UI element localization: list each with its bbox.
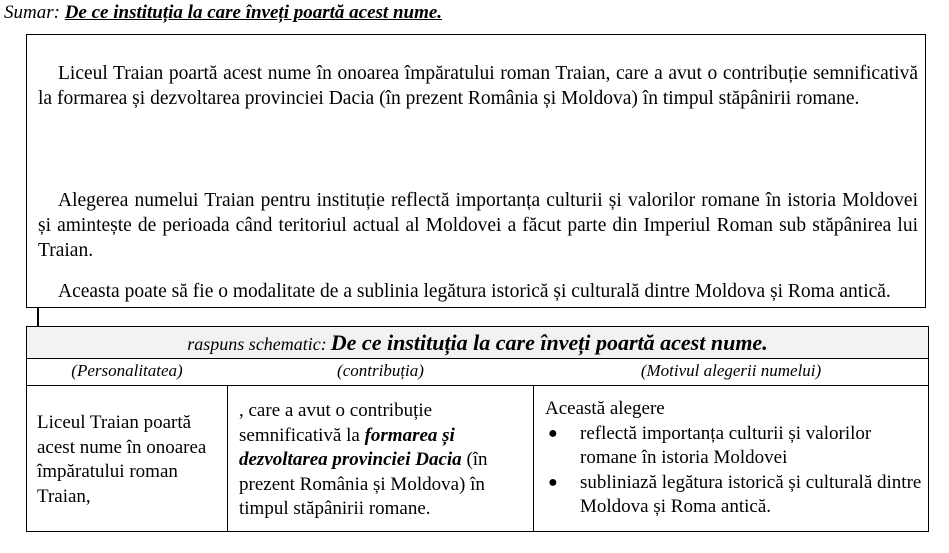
column-header-contribution: (contribuția) bbox=[337, 361, 424, 380]
bullet-icon: ● bbox=[548, 424, 558, 442]
reason-bullet-1: reflectă importanța culturii și valorilor romane în istoria Moldovei bbox=[580, 422, 872, 468]
contribution-text-end: (în prezent România și Moldova) în timpul stăpânirii romane. bbox=[239, 449, 488, 519]
cell-contribution bbox=[239, 399, 529, 522]
reason-bullet-2: subliniază legătura istorică și culturală dintre Moldova și Roma antică. bbox=[580, 471, 922, 517]
cell-personality: Liceul Traian poartă acest nume în onoarea împăratului roman Traian, bbox=[37, 412, 207, 507]
cell-reason bbox=[545, 397, 925, 520]
summary-paragraph-1: Liceul Traian poartă acest nume în onoarea împăratului roman Traian, care a avut o contribuție semnificativă la formarea și dezvoltarea provinciei Dacia (în prezent România și Moldova) în timpul stăpânirii romane. bbox=[38, 63, 918, 109]
schematic-header bbox=[27, 327, 928, 359]
summary-paragraph-2: Alegerea numelui Traian pentru instituție reflectă importanța culturii și valorilor romane în istoria Moldovei și amintește de perioada când teritoriul actual al Moldovei a făcut parte din Imperiul Roman sub stăpânirea lui Traian. bbox=[38, 190, 918, 261]
column-divider bbox=[227, 385, 228, 531]
bullet-icon: ● bbox=[548, 473, 558, 491]
summary-box bbox=[26, 34, 926, 308]
schematic-answer-table bbox=[26, 326, 929, 532]
row-divider bbox=[27, 385, 928, 386]
schematic-question: De ce instituția la care înveți poartă acest nume. bbox=[330, 330, 768, 355]
contribution-text-start: , care a avut o contribuție semnificativă la bbox=[239, 400, 433, 446]
column-divider bbox=[533, 385, 534, 531]
summary-question: De ce instituția la care înveți poartă acest nume. bbox=[64, 2, 443, 23]
summary-label: Sumar: bbox=[4, 2, 60, 23]
list-item bbox=[545, 471, 925, 520]
schematic-label: raspuns schematic: bbox=[187, 334, 327, 354]
connector-line bbox=[37, 308, 39, 326]
column-header-personality: (Personalitatea) bbox=[71, 361, 183, 380]
reason-list bbox=[545, 422, 925, 520]
column-header-reason: (Motivul alegerii numelui) bbox=[640, 361, 822, 380]
list-item bbox=[545, 422, 925, 471]
summary-title bbox=[4, 2, 442, 24]
contribution-emphasis: formarea și dezvoltarea provinciei Dacia bbox=[239, 424, 462, 470]
reason-intro: Această alegere bbox=[545, 398, 665, 419]
summary-paragraph-3: Aceasta poate să fie o modalitate de a sublinia legătura istorică și culturală dintre Moldova și Roma antică. bbox=[58, 281, 891, 302]
